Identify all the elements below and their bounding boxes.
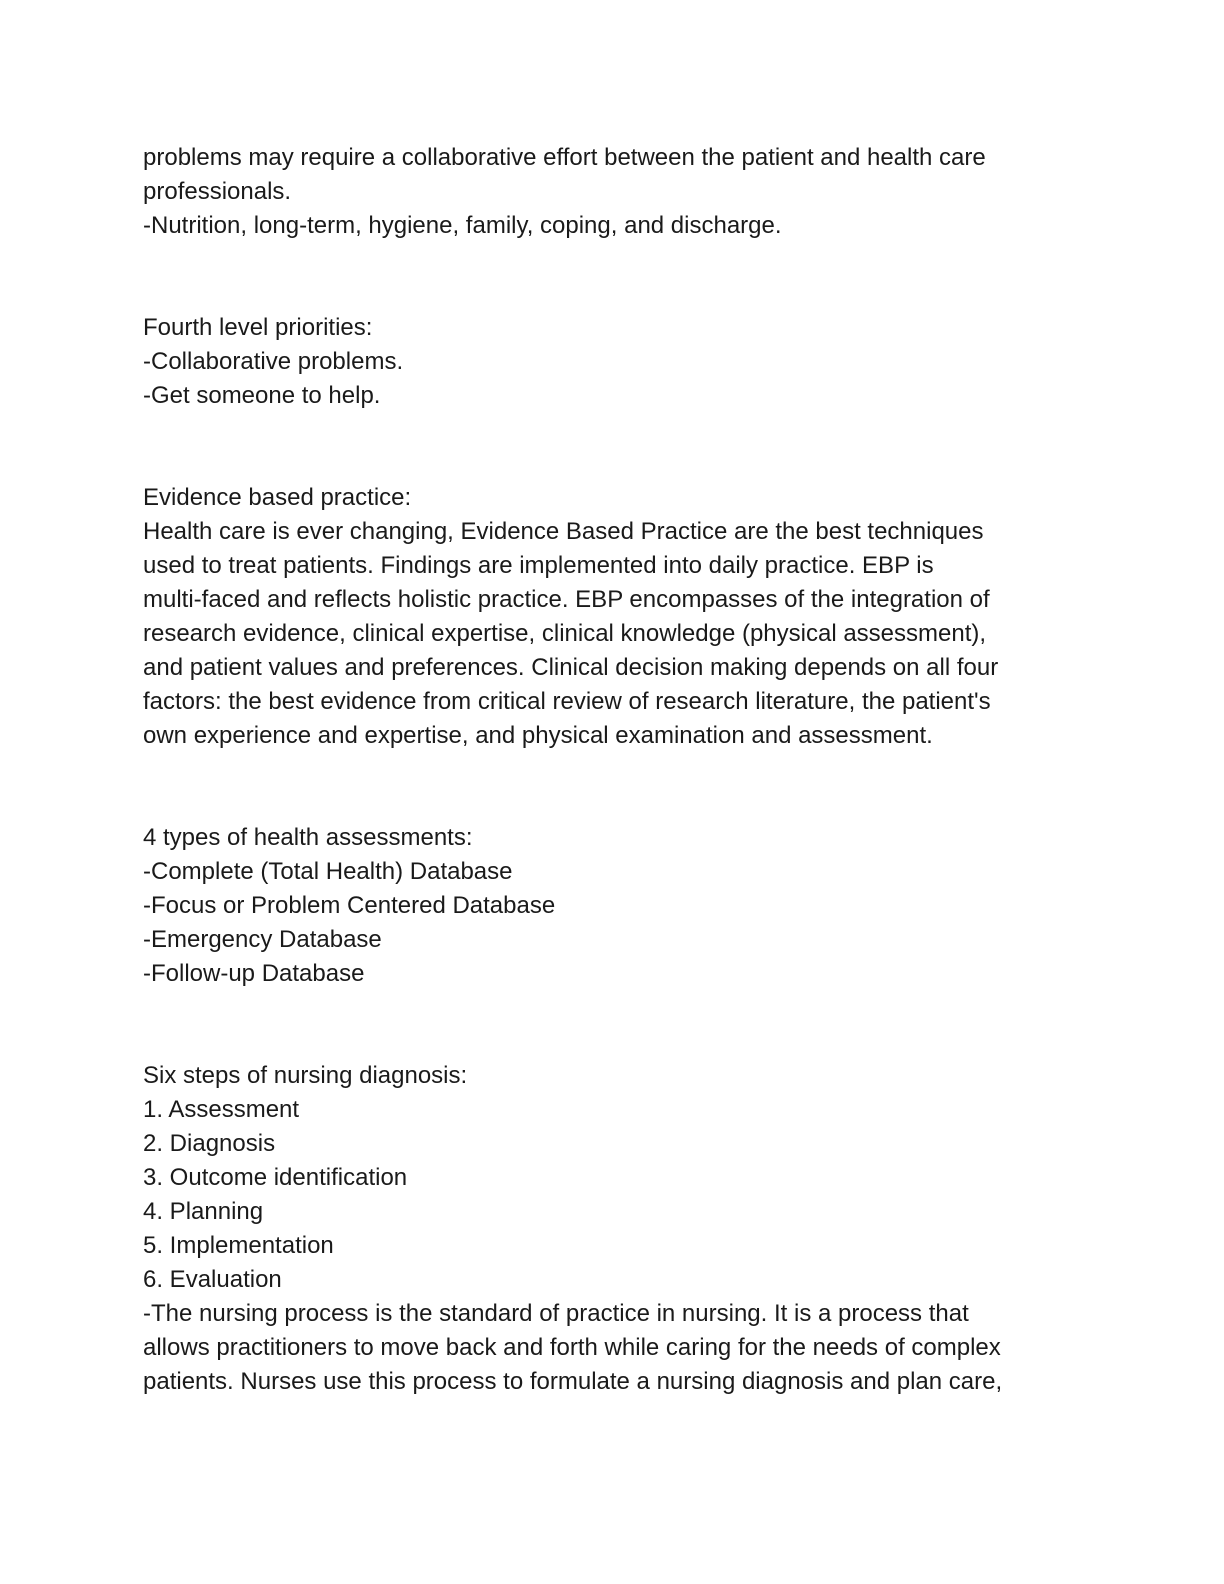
intro-line: problems may require a collaborative effort between the patient and health care xyxy=(143,144,986,171)
section-heading: Fourth level priorities: xyxy=(143,314,373,341)
section-spacer xyxy=(143,991,1088,1059)
step-item: 1. Assessment xyxy=(143,1096,300,1123)
fourth-level-section xyxy=(143,311,1088,413)
section-heading: Evidence based practice: xyxy=(143,484,412,511)
section-heading: Six steps of nursing diagnosis: xyxy=(143,1062,468,1089)
section-spacer xyxy=(143,753,1088,821)
paragraph-line: Health care is ever changing, Evidence Based Practice are the best techniques xyxy=(143,518,984,545)
paragraph-line: research evidence, clinical expertise, clinical knowledge (physical assessment), xyxy=(143,620,987,647)
section-heading: 4 types of health assessments: xyxy=(143,824,473,851)
intro-line: -Nutrition, long-term, hygiene, family, coping, and discharge. xyxy=(143,212,782,239)
assessments-section xyxy=(143,821,1088,991)
intro-section xyxy=(143,141,1088,243)
paragraph-line: own experience and expertise, and physical examination and assessment. xyxy=(143,722,933,749)
paragraph-line: and patient values and preferences. Clinical decision making depends on all four xyxy=(143,654,999,681)
paragraph-line: patients. Nurses use this process to formulate a nursing diagnosis and plan care, xyxy=(143,1368,1003,1395)
list-item: -Emergency Database xyxy=(143,926,382,953)
list-item: -Follow-up Database xyxy=(143,960,365,987)
step-item: 3. Outcome identification xyxy=(143,1164,408,1191)
step-item: 2. Diagnosis xyxy=(143,1130,276,1157)
section-spacer xyxy=(143,243,1088,311)
list-item: -Focus or Problem Centered Database xyxy=(143,892,556,919)
paragraph-line: used to treat patients. Findings are implemented into daily practice. EBP is xyxy=(143,552,934,579)
paragraph-line: factors: the best evidence from critical review of research literature, the patient's xyxy=(143,688,991,715)
list-item: -Collaborative problems. xyxy=(143,348,404,375)
list-item: -Get someone to help. xyxy=(143,382,381,409)
paragraph-line: multi-faced and reflects holistic practice. EBP encompasses of the integration of xyxy=(143,586,990,613)
document-page xyxy=(143,141,1088,1399)
diagnosis-section xyxy=(143,1059,1088,1399)
step-item: 6. Evaluation xyxy=(143,1266,282,1293)
section-spacer xyxy=(143,413,1088,481)
list-item: -Complete (Total Health) Database xyxy=(143,858,513,885)
intro-line: professionals. xyxy=(143,178,292,205)
paragraph-line: -The nursing process is the standard of practice in nursing. It is a process that xyxy=(143,1300,969,1327)
step-item: 4. Planning xyxy=(143,1198,264,1225)
step-item: 5. Implementation xyxy=(143,1232,334,1259)
paragraph-line: allows practitioners to move back and forth while caring for the needs of complex xyxy=(143,1334,1001,1361)
ebp-section xyxy=(143,481,1088,753)
